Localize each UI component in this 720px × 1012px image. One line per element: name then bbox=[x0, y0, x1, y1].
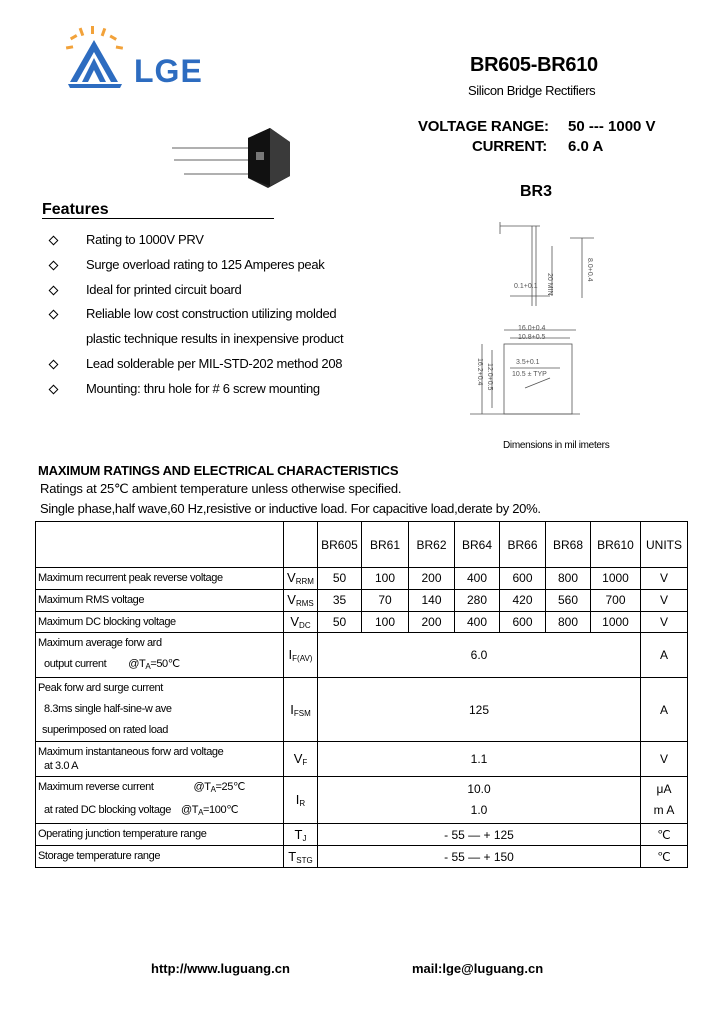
voltage-range-label: VOLTAGE RANGE: bbox=[418, 118, 549, 135]
unit-cell: ℃ bbox=[641, 824, 688, 846]
symbol-cell: $T_J$ bbox=[284, 824, 318, 846]
symbol-cell: $I_{FSM}$ bbox=[284, 678, 318, 742]
ratings-title: MAXIMUM RATINGS AND ELECTRICAL CHARACTERISTICS bbox=[38, 463, 399, 478]
table-row bbox=[36, 678, 688, 742]
value-cell: 70 bbox=[362, 589, 409, 611]
dim-label: 0.1+0.1 bbox=[514, 283, 538, 290]
diamond-bullet-icon bbox=[49, 260, 59, 270]
value-cell: - 55 — + 125 bbox=[318, 824, 641, 846]
symbol-cell: $I_{F(AV)}$ bbox=[284, 633, 318, 678]
voltage-range-value: 50 --- 1000 V bbox=[568, 118, 656, 135]
unit-cell: V bbox=[641, 611, 688, 633]
value-cell: 560 bbox=[546, 589, 591, 611]
dim-label: 10.8+0.5 bbox=[518, 334, 546, 341]
value-cell: 400 bbox=[455, 568, 500, 590]
symbol-cell: $V_{RMS}$ bbox=[284, 589, 318, 611]
table-row bbox=[36, 611, 688, 633]
symbol-cell: $V_{DC}$ bbox=[284, 611, 318, 633]
feature-item: Surge overload rating to 125 Amperes peak bbox=[48, 255, 378, 280]
unit-cell: μA m A bbox=[641, 777, 688, 824]
value-cell: 280 bbox=[455, 589, 500, 611]
dim-label: 8.0+0.4 bbox=[586, 258, 593, 282]
table-row bbox=[36, 824, 688, 846]
feature-item: Reliable low cost construction utilizing molded bbox=[48, 304, 378, 329]
unit-cell: A bbox=[641, 678, 688, 742]
current-label: CURRENT: bbox=[472, 138, 548, 155]
table-row bbox=[36, 742, 688, 777]
unit-cell: ℃ bbox=[641, 846, 688, 868]
table-header-row bbox=[36, 522, 688, 568]
value-cell: 200 bbox=[409, 611, 455, 633]
ratings-table bbox=[35, 521, 688, 868]
table-row bbox=[36, 777, 688, 824]
diamond-bullet-icon bbox=[49, 384, 59, 394]
value-cell: 700 bbox=[591, 589, 641, 611]
diamond-bullet-icon bbox=[49, 360, 59, 370]
value-cell: 600 bbox=[500, 568, 546, 590]
diamond-bullet-icon bbox=[49, 310, 59, 320]
dimensions-caption: Dimensions in mil imeters bbox=[503, 440, 610, 451]
header-blank bbox=[284, 522, 318, 568]
param-cell: Maximum DC blocking voltage bbox=[36, 611, 284, 633]
value-cell: 50 bbox=[318, 568, 362, 590]
component-image bbox=[172, 128, 297, 192]
package-name: BR3 bbox=[520, 183, 553, 200]
dim-label: 3.5+0.1 bbox=[516, 359, 540, 366]
dim-label: 10.5 ± TYP bbox=[512, 371, 547, 378]
symbol-cell: $I_R$ bbox=[284, 777, 318, 824]
column-header: BR605 bbox=[318, 522, 362, 568]
column-header: BR64 bbox=[455, 522, 500, 568]
param-cell: Maximum recurrent peak reverse voltage bbox=[36, 568, 284, 590]
unit-cell: V bbox=[641, 568, 688, 590]
diamond-bullet-icon bbox=[49, 285, 59, 295]
param-cell: Maximum average forw ard output current $@T_A=50℃$ bbox=[36, 633, 284, 678]
footer-email-link[interactable]: mail:lge@luguang.cn bbox=[412, 961, 544, 976]
features-title: Features bbox=[42, 201, 109, 218]
param-cell: Operating junction temperature range bbox=[36, 824, 284, 846]
dim-label: 20 MIN bbox=[546, 273, 553, 296]
value-cell: 1.1 bbox=[318, 742, 641, 777]
dim-label: 12.0+0.5 bbox=[486, 363, 493, 391]
unit-cell: A bbox=[641, 633, 688, 678]
current-value: 6.0 A bbox=[568, 138, 604, 155]
table-row bbox=[36, 589, 688, 611]
value-cell: 100 bbox=[362, 568, 409, 590]
value-cell: 1000 bbox=[591, 611, 641, 633]
value-cell: 1000 bbox=[591, 568, 641, 590]
unit-cell: V bbox=[641, 589, 688, 611]
param-cell: Maximum RMS voltage bbox=[36, 589, 284, 611]
unit-cell: V bbox=[641, 742, 688, 777]
value-cell: 50 bbox=[318, 611, 362, 633]
page-title: BR605-BR610 bbox=[470, 54, 598, 76]
logo-text: LGE bbox=[134, 53, 203, 89]
param-cell: Maximum instantaneous forw ard voltage at 3.0 A bbox=[36, 742, 284, 777]
column-header: BR61 bbox=[362, 522, 409, 568]
company-logo bbox=[64, 24, 244, 94]
logo-mountain-icon bbox=[68, 40, 122, 88]
value-cell: 400 bbox=[455, 611, 500, 633]
symbol-cell: $V_F$ bbox=[284, 742, 318, 777]
features-list bbox=[48, 230, 378, 404]
footer-website-link[interactable]: http://www.luguang.cn bbox=[151, 961, 290, 976]
value-cell: 800 bbox=[546, 611, 591, 633]
feature-item: Mounting: thru hole for # 6 screw mounting bbox=[48, 379, 378, 404]
feature-item: Lead solderable per MIL-STD-202 method 208 bbox=[48, 354, 378, 379]
header-blank bbox=[36, 522, 284, 568]
value-cell: 140 bbox=[409, 589, 455, 611]
value-cell: - 55 — + 150 bbox=[318, 846, 641, 868]
value-cell: 10.0 1.0 bbox=[318, 777, 641, 824]
param-cell: Peak forw ard surge current 8.3ms single half-sine-w ave superimposed on rated load bbox=[36, 678, 284, 742]
feature-item: Rating to 1000V PRV bbox=[48, 230, 378, 255]
symbol-cell: $T_{STG}$ bbox=[284, 846, 318, 868]
value-cell: 125 bbox=[318, 678, 641, 742]
feature-item-continued: plastic technique results in inexpensive product bbox=[86, 331, 344, 347]
features-underline bbox=[42, 218, 274, 219]
ratings-note-1: Ratings at 25℃ ambient temperature unless otherwise specified. bbox=[40, 481, 402, 496]
diamond-bullet-icon bbox=[49, 236, 59, 246]
dim-label: 16.2+0.4 bbox=[476, 358, 483, 386]
dimension-drawing bbox=[470, 218, 610, 436]
value-cell: 200 bbox=[409, 568, 455, 590]
table-row bbox=[36, 846, 688, 868]
dim-label: 16.0+0.4 bbox=[518, 325, 546, 332]
value-cell: 6.0 bbox=[318, 633, 641, 678]
value-cell: 100 bbox=[362, 611, 409, 633]
table-row bbox=[36, 633, 688, 678]
value-cell: 600 bbox=[500, 611, 546, 633]
column-header: BR610 bbox=[591, 522, 641, 568]
param-cell: Maximum reverse current $@T_A=25℃$ at rated DC blocking voltage $@T_A=100℃$ bbox=[36, 777, 284, 824]
value-cell: 420 bbox=[500, 589, 546, 611]
table-row bbox=[36, 568, 688, 590]
value-cell: 800 bbox=[546, 568, 591, 590]
column-header: UNITS bbox=[641, 522, 688, 568]
symbol-cell: $V_{RRM}$ bbox=[284, 568, 318, 590]
column-header: BR62 bbox=[409, 522, 455, 568]
feature-item: Ideal for printed circuit board bbox=[48, 280, 378, 305]
ratings-note-2: Single phase,half wave,60 Hz,resistive or inductive load. For capacitive load,derate by 20%. bbox=[40, 501, 541, 516]
value-cell: 35 bbox=[318, 589, 362, 611]
column-header: BR66 bbox=[500, 522, 546, 568]
column-header: BR68 bbox=[546, 522, 591, 568]
page-subtitle: Silicon Bridge Rectifiers bbox=[468, 83, 596, 98]
param-cell: Storage temperature range bbox=[36, 846, 284, 868]
